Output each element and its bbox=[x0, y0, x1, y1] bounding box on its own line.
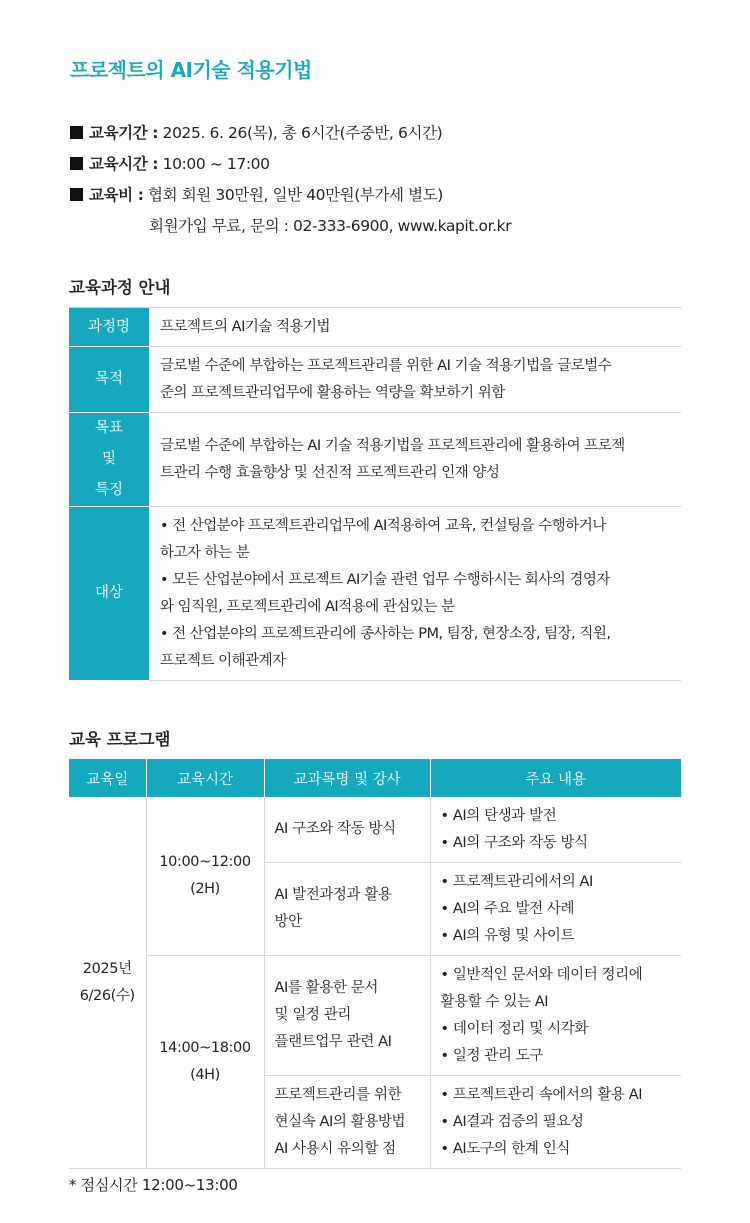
time-line: (2H) bbox=[190, 881, 220, 897]
subject-content bbox=[430, 1076, 681, 1169]
course-label-target: 대상 bbox=[69, 507, 149, 681]
content-line: • AI도구의 한계 인식 bbox=[440, 1140, 570, 1157]
info-period-label: 교육기간 : bbox=[89, 124, 159, 142]
subject-line: 및 일정 관리 bbox=[274, 1007, 351, 1023]
page-title: 프로젝트의 AI기술 적용기법 bbox=[70, 58, 312, 82]
label-line: 특징 bbox=[94, 482, 123, 498]
text-line: • 모든 산업분야에서 프로젝트 AI기술 관련 업무 수행하시는 회사의 경영자 bbox=[160, 571, 610, 588]
subject-content bbox=[430, 797, 681, 863]
header-content: 주요 내용 bbox=[430, 759, 681, 797]
label-line: 및 bbox=[101, 451, 116, 467]
text-line: 프로젝트 이해관계자 bbox=[160, 652, 286, 669]
info-fee-label: 교육비 : bbox=[89, 186, 144, 204]
course-label-purpose: 목적 bbox=[69, 347, 149, 413]
square-bullet-icon bbox=[70, 188, 83, 201]
info-time-value: 10:00 ~ 17:00 bbox=[162, 155, 270, 173]
text-line: 트관리 수행 효율향상 및 선진적 프로젝트관리 인재 양성 bbox=[160, 464, 500, 481]
course-table bbox=[69, 307, 681, 681]
course-row-goal bbox=[69, 413, 681, 507]
square-bullet-icon bbox=[70, 157, 83, 170]
course-name-value bbox=[149, 308, 681, 347]
subject-line: 플랜트업무 관련 AI bbox=[274, 1034, 392, 1050]
info-period-value: 2025. 6. 26(목), 총 6시간(주중반, 6시간) bbox=[162, 124, 443, 142]
subject-line: AI 사용시 유의할 점 bbox=[274, 1140, 396, 1157]
text-line: 와 임직원, 프로젝트관리에 AI적용에 관심있는 분 bbox=[160, 598, 455, 615]
program-row bbox=[69, 797, 681, 863]
content-line: • 일정 관리 도구 bbox=[440, 1047, 543, 1064]
label-line: 목표 bbox=[94, 420, 123, 436]
info-period bbox=[70, 118, 511, 149]
program-header-row bbox=[69, 759, 681, 797]
subject-line: 현실속 AI의 활용방법 bbox=[274, 1113, 406, 1130]
course-purpose-value bbox=[149, 347, 681, 413]
subject-content bbox=[430, 956, 681, 1076]
subject-title bbox=[264, 956, 430, 1076]
time-line: 10:00~12:00 bbox=[159, 854, 251, 870]
info-fee bbox=[70, 180, 511, 211]
course-goal-value bbox=[149, 413, 681, 507]
course-section-title: 교육과정 안내 bbox=[69, 278, 171, 297]
info-fee-value: 협회 회원 30만원, 일반 40만원(부가세 별도) bbox=[148, 186, 443, 204]
content-line: • 데이터 정리 및 시각화 bbox=[440, 1020, 588, 1037]
text-line: 하고자 하는 분 bbox=[160, 544, 250, 561]
course-label-name: 과정명 bbox=[69, 308, 149, 347]
content-line: • AI의 탄생과 발전 bbox=[440, 807, 557, 824]
course-label-goal bbox=[69, 413, 149, 507]
session-time-am bbox=[146, 797, 264, 956]
subject-line: 프로젝트관리를 위한 bbox=[274, 1086, 402, 1103]
content-line: • 일반적인 문서와 데이터 정리에 bbox=[440, 966, 643, 983]
content-line: • AI의 주요 발전 사례 bbox=[440, 900, 575, 917]
header-time: 교육시간 bbox=[146, 759, 264, 797]
time-line: (4H) bbox=[190, 1067, 220, 1083]
lunch-note: * 점심시간 12:00~13:00 bbox=[69, 1176, 238, 1194]
square-bullet-icon bbox=[70, 126, 83, 139]
subject-line: AI 구조와 작동 방식 bbox=[274, 821, 396, 837]
text-line: • 전 산업분야의 프로젝트관리에 종사하는 PM, 팀장, 현장소장, 팀장, 직원, bbox=[160, 625, 611, 642]
subject-line: 방안 bbox=[274, 914, 302, 930]
program-date bbox=[69, 797, 146, 1169]
course-row-purpose bbox=[69, 347, 681, 413]
program-row bbox=[69, 956, 681, 1076]
session-time-pm bbox=[146, 956, 264, 1169]
content-line: • 프로젝트관리 속에서의 활용 AI bbox=[440, 1086, 643, 1103]
subject-line: AI를 활용한 문서 bbox=[274, 980, 378, 996]
text-line: 글로벌 수준에 부합하는 프로젝트관리를 위한 AI 기술 적용기법을 글로벌수 bbox=[160, 357, 612, 374]
text-line: • 전 산업분야 프로젝트관리업무에 AI적용하여 교육, 컨설팅을 수행하거나 bbox=[160, 517, 606, 534]
course-info bbox=[70, 118, 511, 242]
text-line: 글로벌 수준에 부합하는 AI 기술 적용기법을 프로젝트관리에 활용하여 프로젝 bbox=[160, 437, 625, 454]
content-line: 활용할 수 있는 AI bbox=[440, 993, 549, 1010]
program-section-title: 교육 프로그램 bbox=[69, 730, 171, 749]
content-line: • AI의 유형 및 사이트 bbox=[440, 927, 575, 944]
content-line: • 프로젝트관리에서의 AI bbox=[440, 873, 593, 890]
date-line: 2025년 bbox=[82, 960, 132, 977]
subject-content bbox=[430, 863, 681, 956]
program-table bbox=[69, 759, 681, 1169]
content-line: • AI의 구조와 작동 방식 bbox=[440, 834, 588, 851]
subject-title bbox=[264, 863, 430, 956]
course-row-target bbox=[69, 507, 681, 681]
date-line: 6/26(수) bbox=[79, 987, 135, 1004]
text-line: 프로젝트의 AI기술 적용기법 bbox=[160, 318, 330, 335]
time-line: 14:00~18:00 bbox=[159, 1040, 251, 1056]
header-subject: 교과목명 및 강사 bbox=[264, 759, 430, 797]
content-line: • AI결과 검증의 필요성 bbox=[440, 1113, 584, 1130]
info-time bbox=[70, 149, 511, 180]
subject-line: AI 발전과정과 활용 bbox=[274, 887, 392, 903]
info-time-label: 교육시간 : bbox=[89, 155, 159, 173]
course-row-name bbox=[69, 308, 681, 347]
text-line: 준의 프로젝트관리업무에 활용하는 역량을 확보하기 위함 bbox=[160, 384, 505, 401]
subject-title bbox=[264, 797, 430, 863]
info-fee-note: 회원가입 무료, 문의 : 02-333-6900, www.kapit.or.kr bbox=[149, 217, 512, 235]
header-date: 교육일 bbox=[69, 759, 146, 797]
subject-title bbox=[264, 1076, 430, 1169]
course-target-value bbox=[149, 507, 681, 681]
